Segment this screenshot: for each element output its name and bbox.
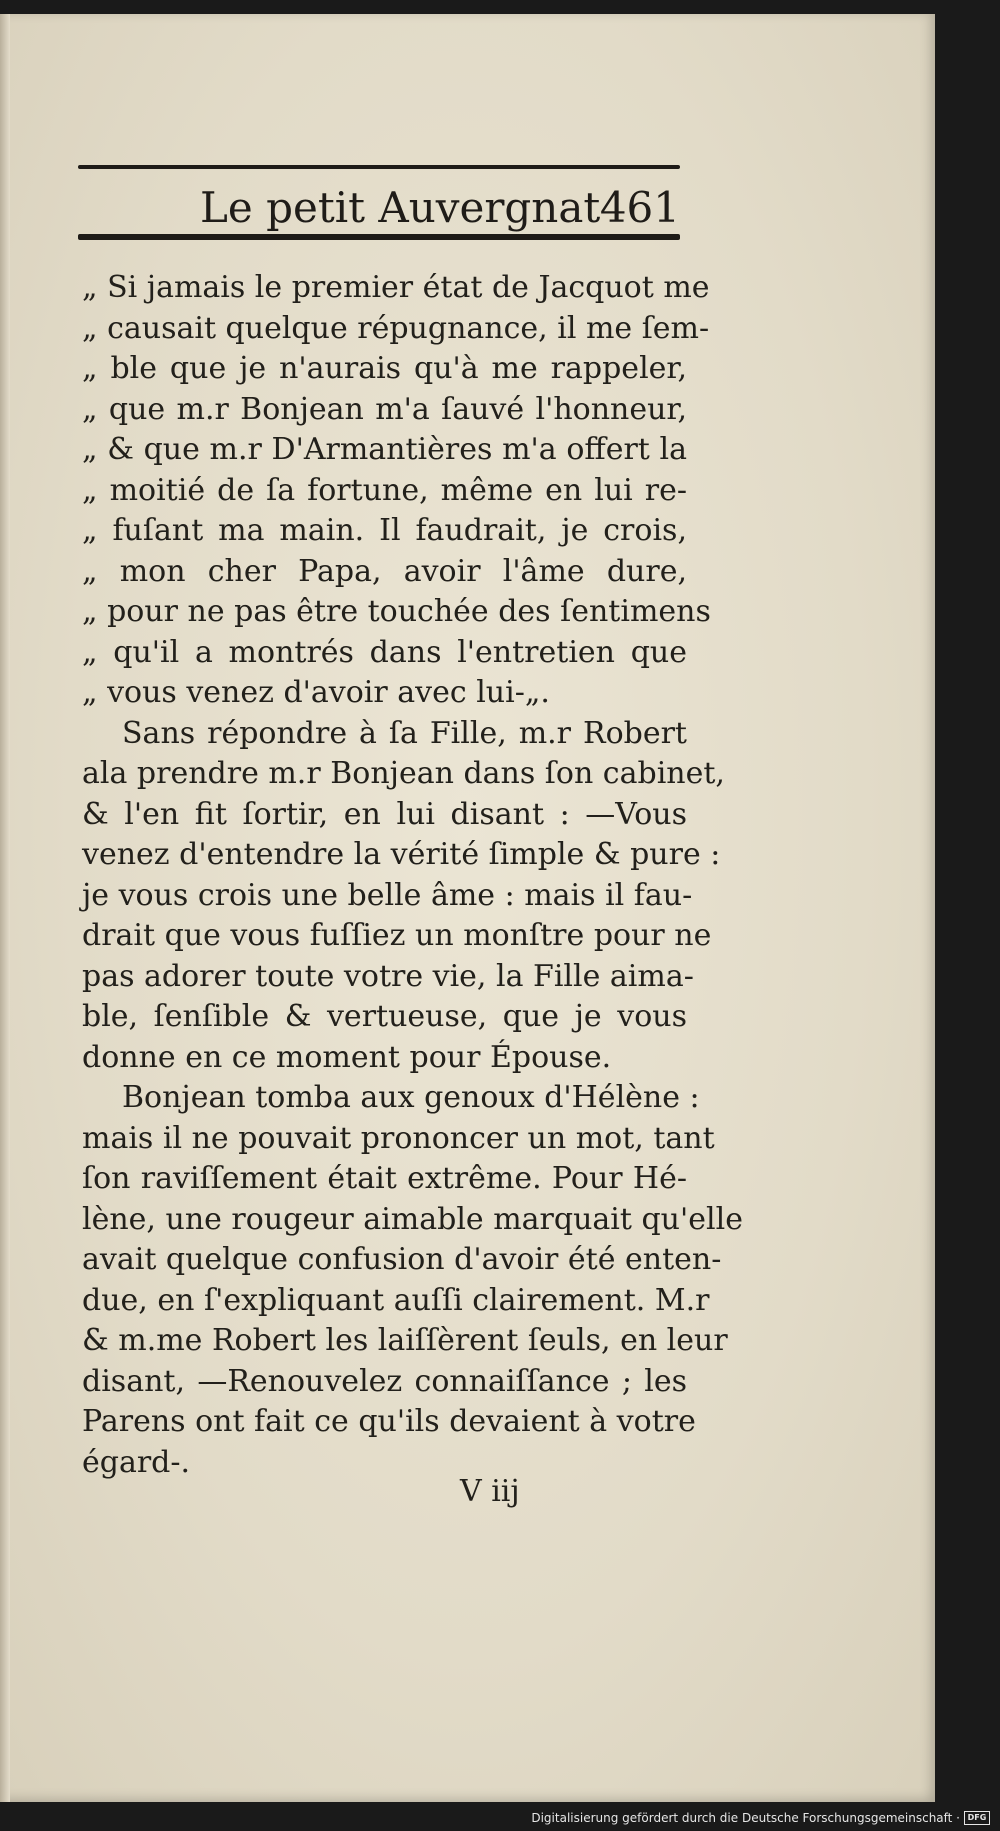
text-line: „ vous venez d'avoir avec lui-„. [82,675,550,710]
signature-mark: V iij [460,1474,520,1509]
text-line: disant, —Renouvelez connaiſſance ; les [82,1363,687,1399]
running-title: Le petit Auvergnat [200,183,601,232]
text-line: „ moitié de ſa fortune, même en lui re- [82,472,687,508]
text-line: „ fuſant ma main. Il faudrait, je crois, [82,513,687,548]
body-text [82,268,743,1483]
text-line: „ & que m.r D'Armantières m'a offert la [82,432,687,467]
text-line: je vous crois une belle âme : mais il fau- [82,877,693,913]
dfg-logo: DFG [964,1811,990,1825]
text-line: „ Si jamais le premier état de Jacquot me [82,270,710,305]
paragraph-start: Sans répondre à ſa Fille, m.r Robert [122,715,687,751]
text-line: „ que m.r Bonjean m'a ſauvé l'honneur, [82,391,687,427]
running-header [200,182,680,234]
text-line: drait que vous fuſſiez un monſtre pour ne [82,918,712,953]
header-rule-bottom [78,234,680,240]
text-line: & l'en fit ſortir, en lui disant : —Vous [82,796,687,832]
text-line: venez d'entendre la vérité ſimple & pure : [82,837,721,872]
page-number: 461 [599,183,680,232]
text-line: Parens ont fait ce qu'ils devaient à votre [82,1404,696,1439]
header-rule-top [78,165,680,169]
text-line: „ mon cher Papa, avoir l'âme dure, [82,553,687,589]
text-line: avait quelque confusion d'avoir été enten- [82,1242,722,1277]
paragraph-start: Bonjean tomba aux genoux d'Hélène : [122,1080,700,1115]
text-line: donne en ce moment pour Épouse. [82,1039,612,1075]
text-line: égard-. [82,1444,191,1480]
text-line: „ pour ne pas être touchée des ſentimens [82,594,711,629]
page-spine-shadow [0,14,10,1802]
digitization-credit [531,1811,990,1825]
text-line: due, en ſ'expliquant auſſi clairement. M.r [82,1282,710,1318]
text-line: „ causait quelque répugnance, il me ſem- [82,310,710,346]
text-line: pas adorer toute votre vie, la Fille aima- [82,958,694,994]
text-line: „ ble que je n'aurais qu'à me rappeler, [82,351,687,386]
text-line: ſon raviſſement était extrême. Pour Hé- [82,1161,687,1196]
text-line: & m.me Robert les laiſſèrent ſeuls, en leur [82,1323,728,1358]
text-line: ble, ſenſible & vertueuse, que je vous [82,999,687,1034]
text-line: ala prendre m.r Bonjean dans ſon cabinet, [82,756,725,791]
text-line: „ qu'il a montrés dans l'entretien que [82,634,687,670]
credit-text: Digitalisierung gefördert durch die Deutsche Forschungsgemeinschaft · [531,1811,960,1825]
text-line: mais il ne pouvait prononcer un mot, tant [82,1120,715,1156]
text-line: lène, une rougeur aimable marquait qu'elle [82,1201,743,1237]
